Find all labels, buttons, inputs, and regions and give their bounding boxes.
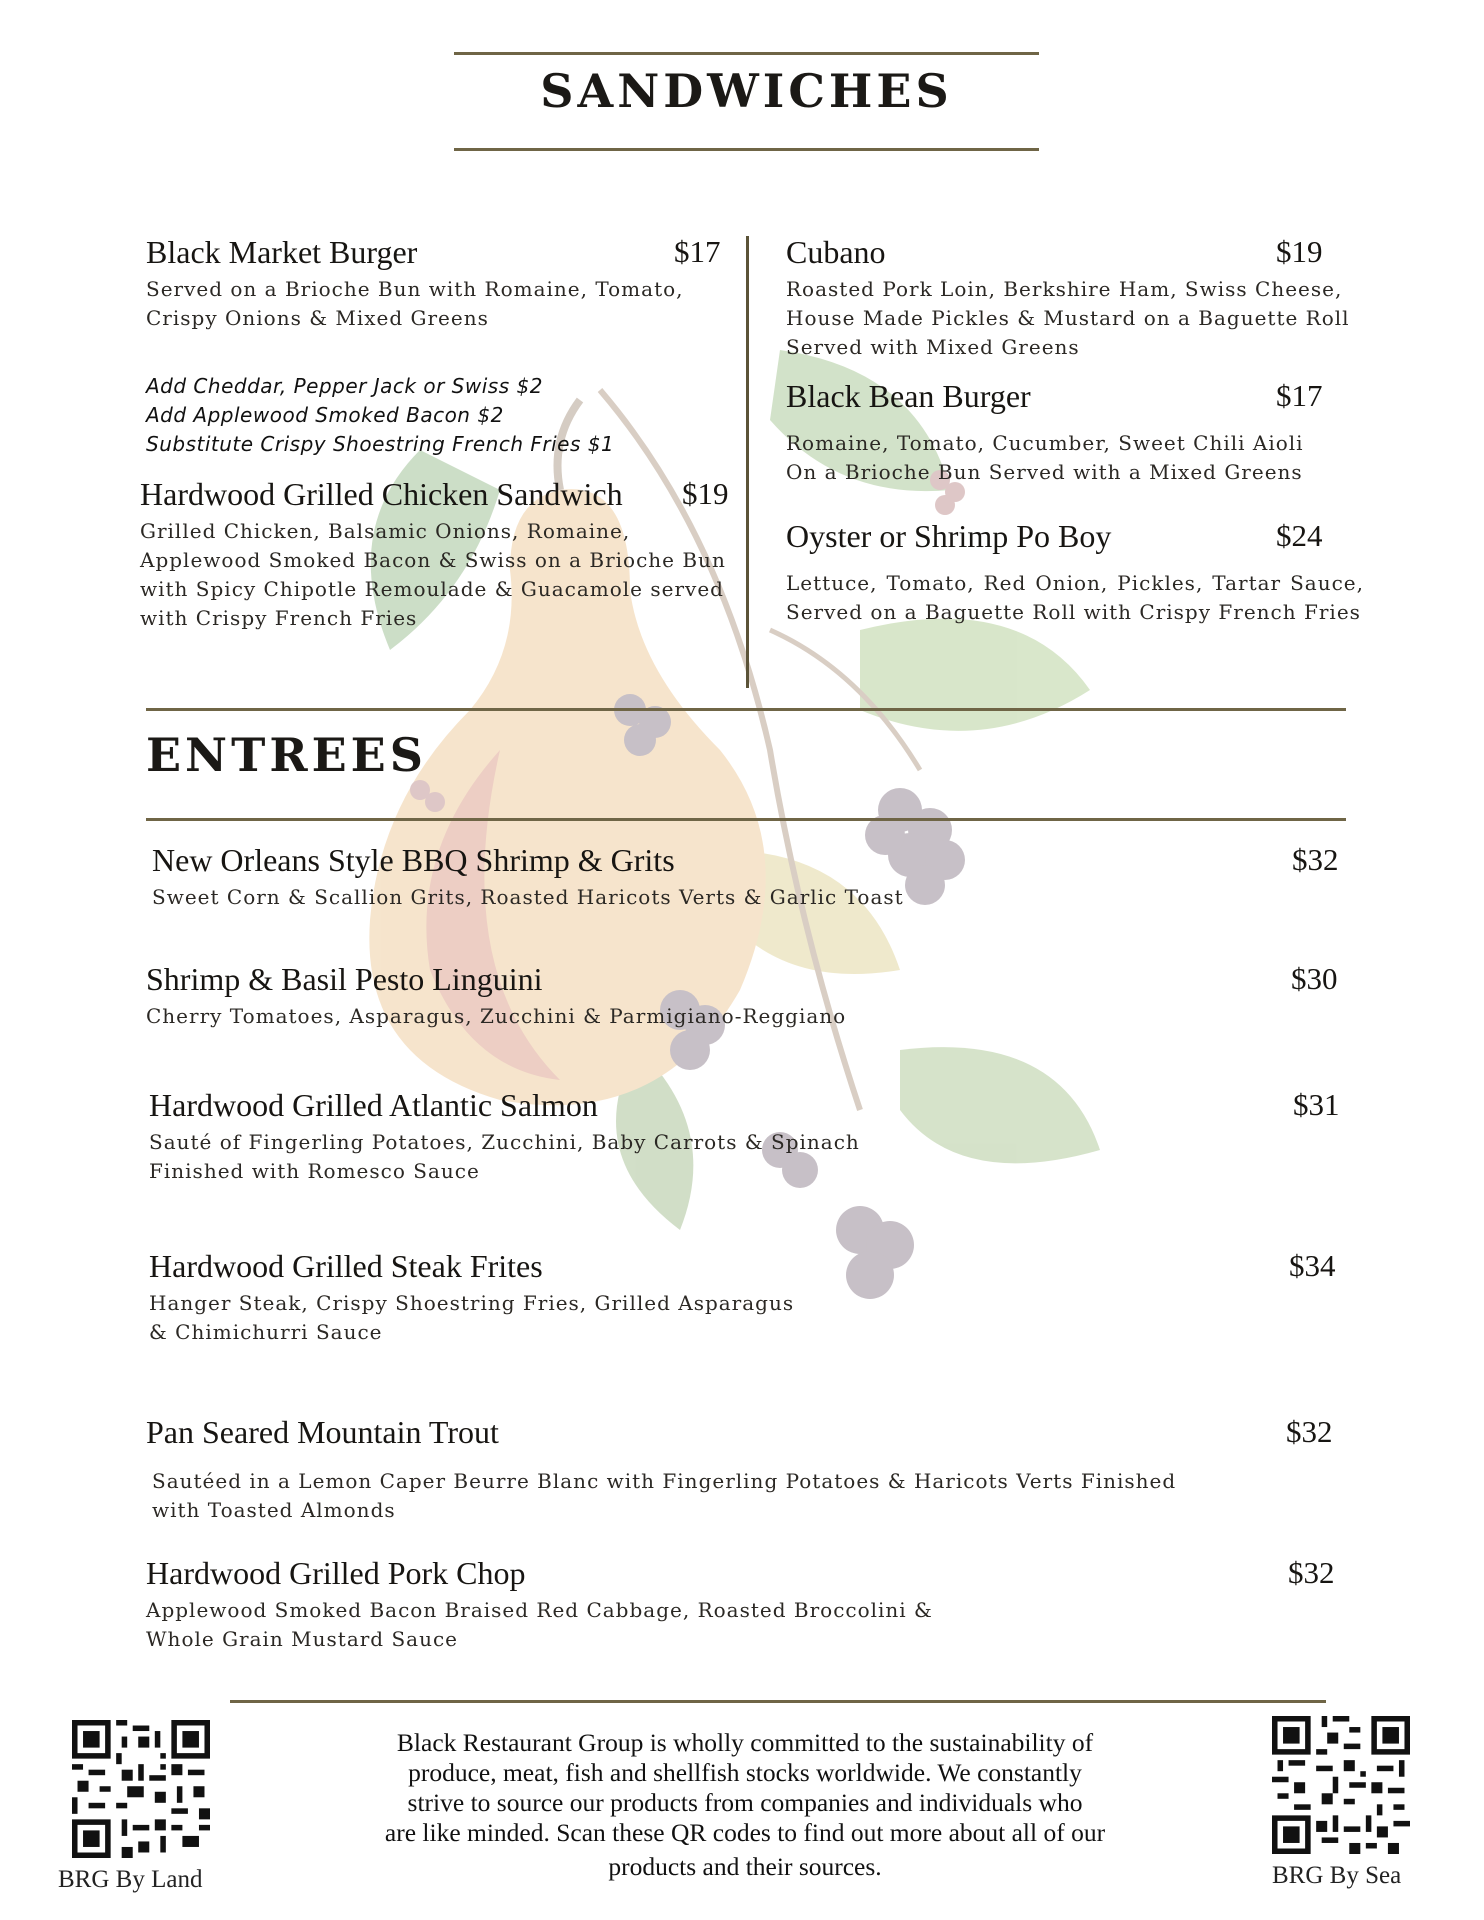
menu-item-pork-chop (146, 1555, 1336, 1654)
sandwiches-column-divider (746, 236, 749, 688)
item-price: $32 (1292, 842, 1339, 877)
footer-rule (230, 1700, 1326, 1703)
menu-item-bbq-shrimp-grits (152, 842, 1342, 912)
item-description: Roasted Pork Loin, Berkshire Ham, Swiss Cheese, House Made Pickles & Mustard on a Baguette Roll Served with Mixed Greens (786, 277, 1350, 359)
item-name: Pan Seared Mountain Trout (146, 1414, 499, 1450)
menu-item-mountain-trout (146, 1414, 1336, 1525)
entrees-top-rule (146, 708, 1346, 711)
item-name: Black Bean Burger (786, 378, 1031, 414)
addon-fries: Substitute Crispy Shoestring French Fries $1 (146, 432, 615, 456)
item-description: Sautéed in a Lemon Caper Beurre Blanc with Fingerling Potatoes & Haricots Verts Finished with Toasted Almonds (152, 1469, 1177, 1522)
item-price: $24 (1276, 518, 1323, 553)
sandwiches-title: SANDWICHES (540, 64, 953, 118)
qr-label-land: BRG By Land (58, 1866, 203, 1893)
item-name: Shrimp & Basil Pesto Linguini (146, 961, 543, 997)
item-price: $19 (682, 476, 729, 511)
menu-item-steak-frites (149, 1248, 1339, 1347)
menu-item-atlantic-salmon (149, 1087, 1339, 1186)
item-description: Lettuce, Tomato, Red Onion, Pickles, Tartar Sauce, Served on a Baguette Roll with Crispy French Fries (786, 571, 1364, 624)
qr-label-sea: BRG By Sea (1272, 1862, 1402, 1889)
entrees-bottom-rule (146, 818, 1346, 821)
item-price: $32 (1288, 1555, 1335, 1590)
sandwich-addons (146, 372, 726, 459)
item-price: $32 (1286, 1414, 1333, 1449)
menu-item-shrimp-basil-pesto-linguini (146, 961, 1336, 1031)
item-price: $30 (1291, 961, 1338, 996)
item-description: Sweet Corn & Scallion Grits, Roasted Haricots Verts & Garlic Toast (152, 885, 904, 909)
item-price: $17 (1276, 378, 1323, 413)
menu-item-hardwood-grilled-chicken-sandwich (140, 476, 740, 633)
sandwiches-top-rule (454, 52, 1039, 55)
item-name: Hardwood Grilled Chicken Sandwich (140, 476, 623, 512)
sustainability-statement: Black Restaurant Group is wholly committed to the sustainability of produce, meat, fish and shellfish stocks worldwide. We constantly strive to source our products from companies and individuals who are like minded. Scan these QR codes to find out more about all of our products and their sources. (384, 1728, 1106, 1881)
addon-bacon: Add Applewood Smoked Bacon $2 (146, 403, 504, 427)
item-price: $17 (674, 234, 721, 269)
item-name: Hardwood Grilled Steak Frites (149, 1248, 543, 1284)
item-description: Sauté of Fingerling Potatoes, Zucchini, Baby Carrots & Spinach Finished with Romesco Sauce (149, 1130, 860, 1183)
item-name: Hardwood Grilled Pork Chop (146, 1555, 526, 1591)
item-price: $34 (1289, 1248, 1336, 1283)
addon-cheese: Add Cheddar, Pepper Jack or Swiss $2 (146, 374, 543, 398)
item-name: Black Market Burger (146, 234, 418, 270)
item-name: New Orleans Style BBQ Shrimp & Grits (152, 842, 675, 878)
item-description: Romaine, Tomato, Cucumber, Sweet Chili Aioli On a Brioche Bun Served with a Mixed Greens (786, 431, 1304, 484)
item-description: Hanger Steak, Crispy Shoestring Fries, Grilled Asparagus & Chimichurri Sauce (149, 1291, 795, 1344)
item-name: Cubano (786, 234, 886, 270)
qr-code-icon[interactable] (1272, 1716, 1410, 1854)
item-description: Grilled Chicken, Balsamic Onions, Romaine, Applewood Smoked Bacon & Swiss on a Brioche Bun with Spicy Chipotle Remoulade & Guacamole served with Crispy French Fries (140, 519, 726, 630)
item-description: Cherry Tomatoes, Asparagus, Zucchini & Parmigiano-Reggiano (146, 1004, 847, 1028)
qr-code-icon[interactable] (72, 1720, 210, 1858)
item-name: Hardwood Grilled Atlantic Salmon (149, 1087, 598, 1123)
menu-item-black-bean-burger (786, 378, 1366, 487)
item-description: Served on a Brioche Bun with Romaine, Tomato, Crispy Onions & Mixed Greens (146, 277, 684, 330)
item-price: $31 (1293, 1087, 1340, 1122)
item-name: Oyster or Shrimp Po Boy (786, 518, 1112, 554)
sandwiches-bottom-rule (454, 148, 1039, 151)
menu-item-oyster-or-shrimp-po-boy (786, 518, 1364, 627)
item-price: $19 (1276, 234, 1323, 269)
menu-item-cubano (786, 234, 1366, 362)
entrees-title: ENTREES (146, 728, 427, 782)
menu-item-black-market-burger (146, 234, 721, 333)
item-description: Applewood Smoked Bacon Braised Red Cabbage, Roasted Broccolini & Whole Grain Mustard Sauce (146, 1598, 933, 1651)
